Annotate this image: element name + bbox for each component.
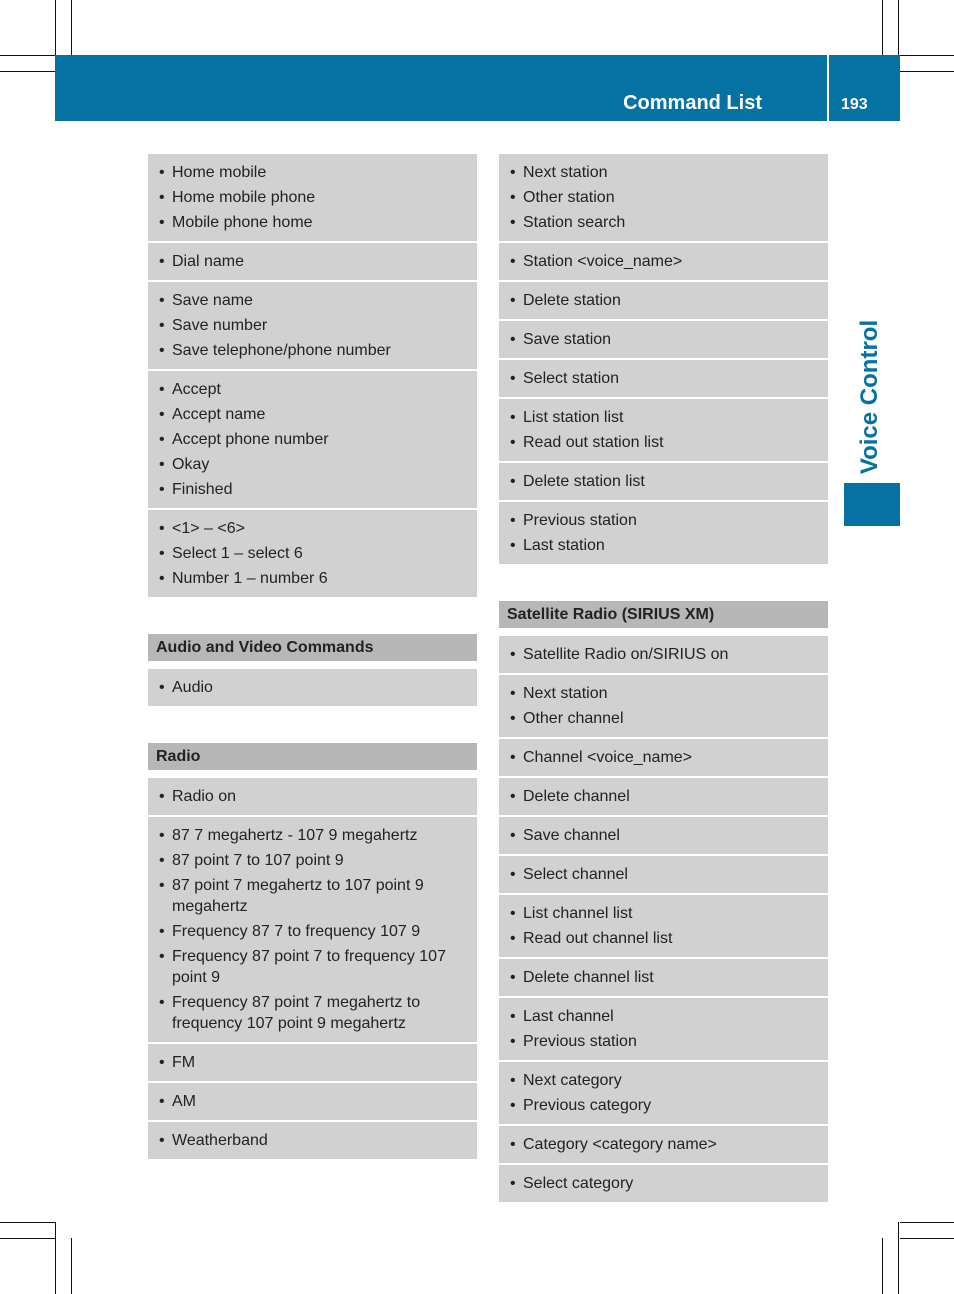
command-item [159,377,469,402]
crop-mark [0,71,55,72]
command-group [148,282,477,371]
command-table [499,154,828,564]
bullet-icon: • [510,905,516,922]
command-text: Home mobile [172,164,267,181]
bullet-icon: • [510,646,516,663]
command-group [148,778,477,817]
command-item [510,185,820,210]
left-column [148,154,477,1159]
command-group [499,282,828,321]
command-group [499,321,828,360]
crop-mark [900,1222,954,1223]
command-text: Finished [172,481,233,498]
command-item [159,477,469,502]
command-item [159,873,469,919]
command-group [148,371,477,510]
command-text: Select channel [523,866,628,883]
command-item [159,823,469,848]
section-heading: Audio and Video Commands [148,634,477,661]
crop-mark [71,1238,72,1294]
bullet-icon: • [159,788,165,805]
command-group [499,778,828,817]
command-group [499,1062,828,1126]
command-table [148,778,477,1159]
command-group [499,154,828,243]
bullet-icon: • [510,1097,516,1114]
command-item [159,427,469,452]
command-item [159,402,469,427]
command-item [510,160,820,185]
bullet-icon: • [159,214,165,231]
command-item [159,848,469,873]
command-group [499,636,828,675]
section-heading: Radio [148,743,477,770]
command-text: Accept phone number [172,431,329,448]
command-text: <1> – <6> [172,520,245,537]
bullet-icon: • [159,570,165,587]
bullet-icon: • [510,434,516,451]
command-item [159,185,469,210]
command-text: Radio on [172,788,237,805]
command-item [159,1089,469,1114]
command-item [510,901,820,926]
command-text: List station list [523,409,624,426]
command-text: 87 point 7 to 107 point 9 [172,852,344,869]
bullet-icon: • [510,537,516,554]
crop-mark [898,1222,899,1294]
command-item [510,965,820,990]
bullet-icon: • [510,710,516,727]
page-number: 193 [841,96,868,113]
command-group [499,1126,828,1165]
bullet-icon: • [510,1136,516,1153]
command-group [148,817,477,1044]
bullet-icon: • [510,969,516,986]
command-group [499,895,828,959]
bullet-icon: • [159,253,165,270]
bullet-icon: • [510,866,516,883]
crop-mark [71,0,72,55]
command-item [159,784,469,809]
command-table [148,154,477,597]
command-text: FM [172,1054,196,1071]
bullet-icon: • [510,331,516,348]
command-item [510,210,820,235]
command-text: Save channel [523,827,620,844]
bullet-icon: • [159,852,165,869]
crop-mark [882,1238,883,1294]
command-text: Frequency 87 point 7 megahertz to frequency 107 point 9 megahertz [172,994,421,1032]
bullet-icon: • [159,164,165,181]
bullet-icon: • [510,292,516,309]
bullet-icon: • [159,877,165,894]
bullet-icon: • [159,381,165,398]
command-group [499,817,828,856]
command-group [499,360,828,399]
command-group [499,1165,828,1202]
command-item [510,533,820,558]
command-text: Other station [523,189,615,206]
command-group [499,675,828,739]
command-text: Last channel [523,1008,614,1025]
bullet-icon: • [510,1033,516,1050]
crop-mark [898,0,899,55]
bullet-icon: • [510,409,516,426]
bullet-icon: • [159,342,165,359]
bullet-icon: • [159,923,165,940]
page-header [55,55,900,121]
command-text: Previous station [523,1033,637,1050]
command-text: Previous station [523,512,637,529]
bullet-icon: • [510,164,516,181]
bullet-icon: • [510,749,516,766]
command-item [159,919,469,944]
command-group [499,856,828,895]
crop-mark [0,1222,55,1223]
bullet-icon: • [510,1175,516,1192]
command-group [499,959,828,998]
command-text: Station search [523,214,626,231]
command-text: Frequency 87 7 to frequency 107 9 [172,923,421,940]
command-item [510,784,820,809]
command-item [510,1093,820,1118]
right-column [499,154,828,1202]
bullet-icon: • [159,456,165,473]
command-group [148,154,477,243]
command-text: Next category [523,1072,622,1089]
bullet-icon: • [159,1093,165,1110]
command-item [510,1132,820,1157]
bullet-icon: • [510,512,516,529]
command-text: Next station [523,685,608,702]
command-text: Save name [172,292,253,309]
command-item [510,430,820,455]
bullet-icon: • [159,1132,165,1149]
crop-mark [0,55,55,56]
command-text: Station <voice_name> [523,253,683,270]
command-item [159,541,469,566]
command-item [159,990,469,1036]
command-text: Category <category name> [523,1136,717,1153]
command-text: Select station [523,370,620,387]
bullet-icon: • [159,545,165,562]
command-text: Home mobile phone [172,189,316,206]
command-item [510,1068,820,1093]
command-table [499,636,828,1202]
bullet-icon: • [159,520,165,537]
crop-mark [55,0,56,55]
command-item [510,1171,820,1196]
command-item [159,313,469,338]
command-text: Mobile phone home [172,214,313,231]
command-item [510,823,820,848]
command-text: Satellite Radio on/SIRIUS on [523,646,729,663]
command-item [510,926,820,951]
command-text: Delete channel list [523,969,654,986]
bullet-icon: • [159,292,165,309]
bullet-icon: • [159,948,165,965]
bullet-icon: • [510,473,516,490]
command-item [510,681,820,706]
chapter-label: Voice Control [856,319,883,475]
command-text: Last station [523,537,605,554]
command-group [499,502,828,564]
chapter-tab [844,483,900,526]
command-item [159,160,469,185]
command-item [510,508,820,533]
command-text: Delete station list [523,473,645,490]
crop-mark [900,1238,954,1239]
command-text: Accept name [172,406,266,423]
bullet-icon: • [159,431,165,448]
section-heading: Satellite Radio (SIRIUS XM) [499,601,828,628]
bullet-icon: • [159,994,165,1011]
command-text: Select category [523,1175,634,1192]
command-item [159,675,469,700]
command-text: Save telephone/phone number [172,342,391,359]
command-item [510,288,820,313]
command-item [510,745,820,770]
crop-mark [900,55,954,56]
bullet-icon: • [510,930,516,947]
crop-mark [0,1238,55,1239]
command-item [159,1050,469,1075]
command-text: Read out channel list [523,930,673,947]
bullet-icon: • [510,370,516,387]
command-item [159,516,469,541]
command-text: Save station [523,331,612,348]
bullet-icon: • [510,827,516,844]
crop-mark [900,71,954,72]
command-item [159,1128,469,1153]
command-item [159,566,469,591]
command-text: List channel list [523,905,633,922]
command-item [159,944,469,990]
command-item [510,469,820,494]
bullet-icon: • [510,685,516,702]
command-group [148,243,477,282]
command-text: Okay [172,456,210,473]
command-item [510,405,820,430]
command-text: Delete channel [523,788,630,805]
command-item [159,249,469,274]
command-text: Next station [523,164,608,181]
command-text: Frequency 87 point 7 to frequency 107 point 9 [172,948,446,986]
bullet-icon: • [159,827,165,844]
page-title: Command List [623,92,762,114]
command-group [499,998,828,1062]
command-item [510,642,820,667]
command-text: Save number [172,317,268,334]
command-text: Other channel [523,710,624,727]
command-item [159,338,469,363]
command-text: Delete station [523,292,621,309]
command-group [499,463,828,502]
command-item [510,249,820,274]
bullet-icon: • [159,317,165,334]
command-text: Dial name [172,253,245,270]
command-item [510,1029,820,1054]
command-group [499,399,828,463]
command-text: 87 7 megahertz - 107 9 megahertz [172,827,418,844]
crop-mark [882,0,883,55]
command-text: Audio [172,679,213,696]
command-item [159,210,469,235]
bullet-icon: • [159,1054,165,1071]
command-item [159,288,469,313]
command-group [499,739,828,778]
command-group [148,1122,477,1159]
command-text: Channel <voice_name> [523,749,693,766]
command-text: Read out station list [523,434,664,451]
command-text: Select 1 – select 6 [172,545,303,562]
bullet-icon: • [510,189,516,206]
command-item [510,706,820,731]
bullet-icon: • [159,189,165,206]
command-group [148,1044,477,1083]
bullet-icon: • [510,1072,516,1089]
command-item [510,366,820,391]
command-item [159,452,469,477]
command-group [148,1083,477,1122]
bullet-icon: • [510,253,516,270]
command-text: Accept [172,381,221,398]
bullet-icon: • [159,406,165,423]
crop-mark [55,1222,56,1294]
command-item [510,1004,820,1029]
command-text: Number 1 – number 6 [172,570,328,587]
command-group [499,243,828,282]
command-item [510,327,820,352]
bullet-icon: • [159,481,165,498]
command-text: AM [172,1093,196,1110]
bullet-icon: • [510,1008,516,1025]
bullet-icon: • [510,214,516,231]
command-text: Previous category [523,1097,652,1114]
command-text: Weatherband [172,1132,268,1149]
command-item [510,862,820,887]
command-text: 87 point 7 megahertz to 107 point 9 megahertz [172,877,424,915]
header-divider [827,55,829,121]
command-group [148,669,477,706]
command-table [148,669,477,706]
bullet-icon: • [159,679,165,696]
bullet-icon: • [510,788,516,805]
command-group [148,510,477,597]
